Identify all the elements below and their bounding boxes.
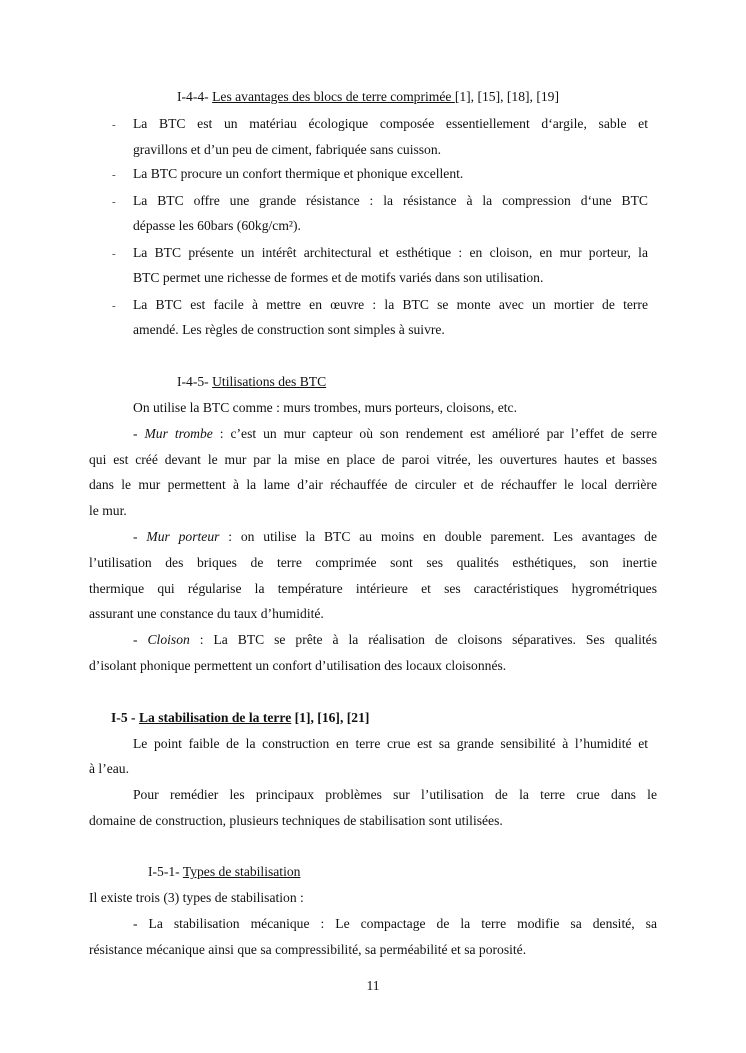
stabilisation-p2-line-1: Pour remédier les principaux problèmes sur l’utilisation de la terre crue dans le <box>133 787 657 802</box>
term-cloison: Cloison <box>147 632 190 647</box>
bullet-1-line-2: gravillons et d’un peu de ciment, fabriquée sans cuisson. <box>133 142 442 157</box>
section-references: [1], [15], [18], [19] <box>454 89 559 104</box>
cloison-line-1: - Cloison : La BTC se prête à la réalisation de cloisons séparatives. Ses qualités <box>133 632 657 647</box>
uses-intro: On utilise la BTC comme : murs trombes, murs porteurs, cloisons, etc. <box>133 400 517 415</box>
mur-trombe-line-1: - Mur trombe : c’est un mur capteur où son rendement est amélioré par l’effet de serre <box>133 426 657 441</box>
section-heading-i-4-4 <box>177 88 559 106</box>
stabilisation-mecanique-line-2: résistance mécanique ainsi que sa compressibilité, sa perméabilité et sa porosité. <box>89 942 527 957</box>
section-heading-i-4-5 <box>177 373 326 391</box>
bullet-dash: - <box>112 300 116 312</box>
section-heading-i-5-1 <box>148 863 300 881</box>
section-references: [1], [16], [21] <box>291 710 370 725</box>
section-title: La stabilisation de la terre <box>138 710 292 725</box>
bullet-5-line-1: La BTC est facile à mettre en œuvre : la BTC se monte avec un mortier de terre <box>133 297 648 312</box>
bullet-3-line-1: La BTC offre une grande résistance : la résistance à la compression d‘une BTC <box>133 193 648 208</box>
mur-trombe-line-4: le mur. <box>89 503 127 518</box>
bullet-dash: - <box>112 196 116 208</box>
mur-porteur-line-3: thermique qui régularise la température intérieure et ses caractéristiques hygrométriques <box>89 581 657 596</box>
section-heading-i-5 <box>111 709 369 727</box>
term-mur-porteur: Mur porteur <box>146 529 220 544</box>
mur-porteur-line-4: assurant une constance du taux d’humidité. <box>89 606 324 621</box>
section-number: I-4-4- <box>177 89 213 104</box>
section-number: I-5-1- <box>148 864 183 879</box>
bullet-2-line-1: La BTC procure un confort thermique et phonique excellent. <box>133 166 464 181</box>
bullet-5-line-2: amendé. Les règles de construction sont simples à suivre. <box>133 322 445 337</box>
stabilisation-p1-line-2: à l’eau. <box>89 761 129 776</box>
stabilisation-types-intro: Il existe trois (3) types de stabilisation : <box>89 890 304 905</box>
bullet-dash: - <box>112 119 116 131</box>
mur-trombe-line-3: dans le mur permettent à la lame d’air réchauffée de circuler et de réchauffer le local derrière <box>89 477 657 492</box>
section-title: Types de stabilisation <box>182 864 301 879</box>
bullet-1-line-1: La BTC est un matériau écologique composée essentiellement d‘argile, sable et <box>133 116 648 131</box>
stabilisation-p2-line-2: domaine de construction, plusieurs techniques de stabilisation sont utilisées. <box>89 813 503 828</box>
mur-porteur-line-2: l’utilisation des briques de terre comprimée sont ses qualités esthétiques, son inertie <box>89 555 657 570</box>
section-number: I-4-5- <box>177 374 213 389</box>
bullet-4-line-1: La BTC présente un intérêt architectural et esthétique : en cloison, en mur porteur, la <box>133 245 648 260</box>
section-title: Utilisations des BTC <box>212 374 327 389</box>
page-number: 11 <box>366 978 380 993</box>
bullet-dash: - <box>112 169 116 181</box>
cloison-line-2: d’isolant phonique permettent un confort d’utilisation des locaux cloisonnés. <box>89 658 507 673</box>
stabilisation-p1-line-1: Le point faible de la construction en terre crue est sa grande sensibilité à l’humidité et <box>133 736 648 751</box>
bullet-dash: - <box>112 248 116 260</box>
bullet-4-line-2: BTC permet une richesse de formes et de motifs variés dans son utilisation. <box>133 270 544 285</box>
section-number: I-5 - <box>111 710 139 725</box>
section-title: Les avantages des blocs de terre comprimée <box>212 89 455 104</box>
bullet-3-line-2: dépasse les 60bars (60kg/cm²). <box>133 218 301 233</box>
mur-trombe-line-2: qui est créé devant le mur par la mise en place de paroi vitrée, les ouvertures hautes et basses <box>89 452 657 467</box>
stabilisation-mecanique-line-1: - La stabilisation mécanique : Le compactage de la terre modifie sa densité, sa <box>133 916 657 931</box>
mur-porteur-line-1: - Mur porteur : on utilise la BTC au moins en double parement. Les avantages de <box>133 529 657 544</box>
term-mur-trombe: Mur trombe <box>144 426 213 441</box>
